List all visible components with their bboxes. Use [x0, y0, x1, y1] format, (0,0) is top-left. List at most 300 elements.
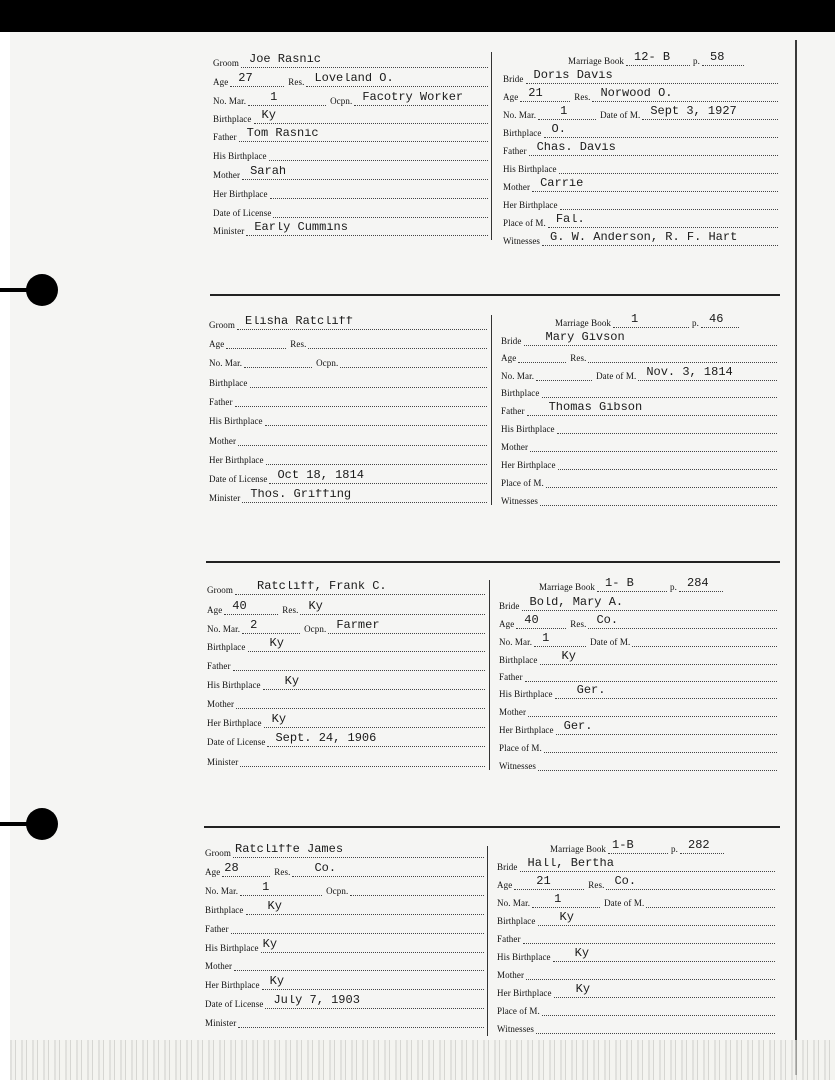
bride-witnesses-row — [503, 230, 778, 246]
groom-name-row — [209, 314, 487, 330]
groom-his-birthplace — [269, 147, 488, 161]
date-of-license-label: Date of License — [207, 737, 266, 747]
date-of-license-label: Date of License — [205, 999, 264, 1009]
marriage-book-number: 12- B — [626, 52, 690, 66]
bride-witnesses — [540, 492, 777, 506]
binder-hole-upper — [26, 274, 58, 306]
mother-label: Mother — [205, 961, 233, 971]
his-birthplace-label: His Birthplace — [499, 689, 553, 699]
groom-birthplace: Ky — [246, 901, 485, 915]
bride-mother-row — [503, 176, 778, 192]
no-mar-label: No. Mar. — [205, 886, 239, 896]
bride-no-mar: 1 — [534, 633, 586, 647]
bride-name-row — [503, 68, 778, 84]
groom-license-row — [213, 202, 488, 218]
bride-witnesses — [538, 757, 777, 771]
birthplace-label: Birthplace — [213, 114, 252, 124]
groom-her-birthplace: Ky — [264, 714, 485, 728]
age-label: Age — [503, 92, 519, 102]
groom-license-row — [205, 993, 484, 1009]
marriage-book-label: Marriage Book — [550, 844, 607, 854]
bride-her-birthplace: Ger. — [556, 721, 777, 735]
no-mar-label: No. Mar. — [499, 637, 533, 647]
groom-name: Joe Rasnic — [241, 54, 488, 68]
bride-mother-row — [501, 436, 777, 452]
age-label: Age — [499, 619, 515, 629]
groom-res: Co. — [292, 863, 484, 877]
bride-mother — [526, 966, 775, 980]
no-mar-label: No. Mar. — [213, 96, 247, 106]
bride-father-row — [503, 140, 778, 156]
father-label: Father — [209, 397, 233, 407]
marriage-book-label: Marriage Book — [539, 582, 596, 592]
groom-her-birthplace: Ky — [262, 976, 484, 990]
birthplace-label: Birthplace — [501, 388, 540, 398]
her-birthplace-label: Her Birthplace — [499, 725, 554, 735]
her-birthplace-label: Her Birthplace — [497, 988, 552, 998]
birthplace-label: Birthplace — [205, 905, 244, 915]
bride-mother-row — [499, 701, 777, 717]
bride-nomar-row — [499, 631, 777, 647]
bride-name: Bold, Mary A. — [522, 597, 778, 611]
bride-birthplace: Ky — [538, 912, 776, 926]
groom-minister-row — [207, 751, 485, 767]
groom-birthplace: Ky — [254, 110, 489, 124]
date-of-m-label: Date of M. — [600, 110, 641, 120]
bride-name: Mary Givson — [524, 332, 778, 346]
groom-birthplace: Ky — [248, 638, 486, 652]
bride-his-birthplace-row — [501, 418, 777, 434]
bride-res — [588, 349, 777, 363]
no-mar-label: No. Mar. — [207, 624, 241, 634]
bride-name-row — [499, 595, 777, 611]
groom-no-mar: 1 — [240, 882, 322, 896]
date-of-m-label: Date of M. — [590, 637, 631, 647]
bride-witnesses — [536, 1020, 775, 1034]
bride-her-birthplace-row — [503, 194, 778, 210]
minister-label: Minister — [213, 226, 245, 236]
minister-label: Minister — [207, 757, 239, 767]
groom-mother: Sarah — [242, 166, 488, 180]
bride-father-row — [499, 666, 777, 682]
bride-date-of-m — [632, 633, 777, 647]
groom-father — [235, 393, 487, 407]
bride-place-of-m — [542, 1002, 775, 1016]
age-label: Age — [209, 339, 225, 349]
ocpn-label: Ocpn. — [330, 96, 353, 106]
mother-label: Mother — [213, 170, 241, 180]
groom-nomar-row — [207, 618, 485, 634]
bride-age — [518, 349, 566, 363]
bride-place-of-m — [546, 474, 777, 488]
no-mar-label: No. Mar. — [503, 110, 537, 120]
record-divider — [487, 846, 488, 1036]
bride-his-birthplace-row — [499, 683, 777, 699]
father-label: Father — [205, 924, 229, 934]
groom-minister: Early Cummins — [246, 222, 488, 236]
groom-birthplace — [250, 374, 488, 388]
no-mar-label: No. Mar. — [497, 898, 531, 908]
bride-date-of-m — [646, 894, 775, 908]
groom-age-row — [209, 333, 487, 349]
groom-mother-row — [213, 164, 488, 180]
groom-license-row — [207, 731, 485, 747]
bride-no-mar: 1 — [538, 106, 596, 120]
mother-label: Mother — [209, 436, 237, 446]
bride-place-row — [499, 737, 777, 753]
bride-father-row — [497, 928, 775, 944]
bride-label: Bride — [497, 862, 518, 872]
father-label: Father — [213, 132, 237, 142]
witnesses-label: Witnesses — [497, 1024, 535, 1034]
bride-father: Chas. Davis — [529, 142, 778, 156]
groom-his-birthplace: Ky — [261, 939, 484, 953]
witnesses-label: Witnesses — [501, 496, 539, 506]
his-birthplace-label: His Birthplace — [497, 952, 551, 962]
groom-license-row — [209, 468, 487, 484]
groom-label: Groom — [205, 848, 231, 858]
res-label: Res. — [288, 77, 305, 87]
mother-label: Mother — [207, 699, 235, 709]
witnesses-label: Witnesses — [503, 236, 541, 246]
date-of-license-label: Date of License — [213, 208, 272, 218]
marriage-book-page: 46 — [701, 314, 739, 328]
groom-father-row — [207, 655, 485, 671]
bride-his-birthplace: Ky — [553, 948, 775, 962]
her-birthplace-label: Her Birthplace — [207, 718, 262, 728]
groom-father-row — [205, 918, 484, 934]
right-margin-rule — [795, 40, 797, 1075]
bride-place-of-m — [544, 739, 777, 753]
bride-nomar-row — [501, 365, 777, 381]
marriage-book-label: Marriage Book — [568, 56, 625, 66]
mother-label: Mother — [499, 707, 527, 717]
bride-witnesses-row — [501, 490, 777, 506]
record-divider — [489, 580, 490, 770]
bride-her-birthplace — [558, 456, 777, 470]
bride-birthplace-row — [497, 910, 775, 926]
groom-mother-row — [209, 430, 487, 446]
bride-age: 21 — [514, 876, 584, 890]
groom-label: Groom — [209, 320, 235, 330]
binder-hole-lower — [26, 808, 58, 840]
groom-her-birthplace-row — [205, 974, 484, 990]
groom-his-birthplace-row — [207, 674, 485, 690]
father-label: Father — [497, 934, 521, 944]
groom-her-birthplace-row — [207, 712, 485, 728]
groom-age: 40 — [224, 601, 278, 615]
marriage-book-number: 1- B — [597, 578, 667, 592]
groom-ocpn — [350, 882, 484, 896]
ocpn-label: Ocpn. — [304, 624, 327, 634]
birthplace-label: Birthplace — [499, 655, 538, 665]
groom-father — [231, 920, 484, 934]
his-birthplace-label: His Birthplace — [205, 943, 259, 953]
page-label: p. — [693, 56, 700, 66]
groom-his-birthplace-row — [205, 937, 484, 953]
groom-res: Ky — [300, 601, 485, 615]
res-label: Res. — [274, 867, 291, 877]
bride-no-mar: 1 — [532, 894, 600, 908]
res-label: Res. — [588, 880, 605, 890]
bride-his-birthplace-row — [497, 946, 775, 962]
groom-her-birthplace — [270, 185, 488, 199]
bride-his-birthplace-row — [503, 158, 778, 174]
groom-birthplace-row — [207, 636, 485, 652]
groom-date-of-license: Sept. 24, 1906 — [267, 733, 485, 747]
scan-left-margin — [0, 32, 10, 1080]
groom-mother-row — [207, 693, 485, 709]
groom-his-birthplace: Ky — [263, 676, 485, 690]
date-of-m-label: Date of M. — [604, 898, 645, 908]
groom-no-mar: 1 — [248, 92, 326, 106]
bride-date-of-m: Nov. 3, 1814 — [638, 367, 777, 381]
groom-res: Loveland O. — [306, 73, 488, 87]
groom-minister-row — [213, 220, 488, 236]
bride-res: Co. — [588, 615, 777, 629]
groom-her-birthplace-row — [213, 183, 488, 199]
no-mar-label: No. Mar. — [209, 358, 243, 368]
father-label: Father — [499, 672, 523, 682]
bride-label: Bride — [501, 336, 522, 346]
her-birthplace-label: Her Birthplace — [205, 980, 260, 990]
groom-mother — [234, 957, 484, 971]
bride-her-birthplace: Ky — [554, 984, 775, 998]
date-of-license-label: Date of License — [209, 474, 268, 484]
groom-father — [233, 657, 485, 671]
groom-name: Ratcliffe James — [233, 844, 484, 858]
groom-label: Groom — [207, 585, 233, 595]
groom-minister — [238, 1014, 484, 1028]
groom-mother — [238, 432, 487, 446]
bride-birthplace — [542, 384, 778, 398]
marriage-book-page: 58 — [702, 52, 744, 66]
bride-res: Co. — [606, 876, 775, 890]
bride-nomar-row — [503, 104, 778, 120]
father-label: Father — [503, 146, 527, 156]
no-mar-label: No. Mar. — [501, 371, 535, 381]
bride-mother — [530, 438, 777, 452]
bride-label: Bride — [503, 74, 524, 84]
groom-ocpn: Farmer — [328, 620, 485, 634]
page-label: p. — [692, 318, 699, 328]
res-label: Res. — [574, 92, 591, 102]
bride-witnesses: G. W. Anderson, R. F. Hart — [542, 232, 778, 246]
groom-date-of-license: Oct 18, 1814 — [269, 470, 487, 484]
his-birthplace-label: His Birthplace — [503, 164, 557, 174]
age-label: Age — [205, 867, 221, 877]
groom-age: 28 — [222, 863, 270, 877]
bride-birthplace-row — [501, 382, 777, 398]
bride-birthplace-row — [499, 649, 777, 665]
groom-ocpn — [340, 354, 487, 368]
bride-age: 40 — [516, 615, 566, 629]
bride-her-birthplace-row — [501, 454, 777, 470]
bride-age-row — [501, 347, 777, 363]
bride-res: Norwood O. — [592, 88, 778, 102]
groom-date-of-license — [273, 204, 488, 218]
mother-label: Mother — [503, 182, 531, 192]
bride-name-row — [497, 856, 775, 872]
her-birthplace-label: Her Birthplace — [503, 200, 558, 210]
groom-age — [226, 335, 286, 349]
res-label: Res. — [282, 605, 299, 615]
bride-her-birthplace-row — [499, 719, 777, 735]
bride-name-row — [501, 330, 777, 346]
groom-his-birthplace-row — [209, 410, 487, 426]
age-label: Age — [501, 353, 517, 363]
bride-her-birthplace-row — [497, 982, 775, 998]
bride-witnesses-row — [499, 755, 777, 771]
bride-age-row — [497, 874, 775, 890]
minister-label: Minister — [205, 1018, 237, 1028]
bride-place-row — [501, 472, 777, 488]
bride-mother — [528, 703, 777, 717]
bride-no-mar — [536, 367, 592, 381]
bride-age-row — [503, 86, 778, 102]
bride-mother: Carrie — [532, 178, 778, 192]
bride-her-birthplace — [560, 196, 778, 210]
groom-nomar-row — [209, 352, 487, 368]
marriage-book-ref — [555, 312, 739, 328]
res-label: Res. — [570, 353, 587, 363]
groom-name-row — [207, 579, 485, 595]
scan-bottom-noise — [10, 1040, 835, 1080]
bride-mother-row — [497, 964, 775, 980]
groom-father-row — [213, 126, 488, 142]
bride-age: 21 — [520, 88, 570, 102]
groom-minister — [240, 753, 485, 767]
marriage-book-ref — [539, 576, 723, 592]
groom-father-row — [209, 391, 487, 407]
his-birthplace-label: His Birthplace — [213, 151, 267, 161]
place-of-m-label: Place of M. — [503, 218, 546, 228]
groom-date-of-license: July 7, 1903 — [265, 995, 484, 1009]
bride-date-of-m: Sept 3, 1927 — [642, 106, 778, 120]
bride-place-of-m: Fal. — [548, 214, 778, 228]
bride-father-row — [501, 400, 777, 416]
mother-label: Mother — [497, 970, 525, 980]
birthplace-label: Birthplace — [497, 916, 536, 926]
groom-nomar-row — [205, 880, 484, 896]
bride-father: Thomas Gibson — [527, 402, 777, 416]
record-divider — [491, 52, 492, 240]
groom-nomar-row — [213, 90, 488, 106]
groom-her-birthplace — [266, 451, 487, 465]
groom-mother-row — [205, 955, 484, 971]
bride-witnesses-row — [497, 1018, 775, 1034]
father-label: Father — [501, 406, 525, 416]
groom-minister: Thos. Griffing — [242, 489, 487, 503]
his-birthplace-label: His Birthplace — [209, 416, 263, 426]
witnesses-label: Witnesses — [499, 761, 537, 771]
marriage-book-number: 1 — [613, 314, 689, 328]
record-divider — [491, 315, 492, 505]
groom-birthplace-row — [213, 108, 488, 124]
scan-top-border — [0, 0, 835, 32]
groom-no-mar — [244, 354, 312, 368]
marriage-book-page: 282 — [680, 840, 724, 854]
groom-his-birthplace — [265, 412, 487, 426]
groom-name-row — [205, 842, 484, 858]
record-separator-1 — [210, 294, 780, 296]
father-label: Father — [207, 661, 231, 671]
groom-age: 27 — [230, 73, 284, 87]
bride-his-birthplace — [557, 420, 777, 434]
groom-his-birthplace-row — [213, 145, 488, 161]
bride-age-row — [499, 613, 777, 629]
bride-his-birthplace: Ger. — [555, 685, 777, 699]
groom-name-row — [213, 52, 488, 68]
place-of-m-label: Place of M. — [501, 478, 544, 488]
mother-label: Mother — [501, 442, 529, 452]
her-birthplace-label: Her Birthplace — [501, 460, 556, 470]
groom-birthplace-row — [209, 372, 487, 388]
age-label: Age — [207, 605, 223, 615]
bride-his-birthplace — [559, 160, 778, 174]
bride-birthplace-row — [503, 122, 778, 138]
groom-mother — [236, 695, 485, 709]
groom-minister-row — [205, 1012, 484, 1028]
marriage-book-label: Marriage Book — [555, 318, 612, 328]
bride-father — [523, 930, 775, 944]
groom-no-mar: 2 — [242, 620, 300, 634]
groom-birthplace-row — [205, 899, 484, 915]
bride-father — [525, 668, 777, 682]
bride-place-row — [497, 1000, 775, 1016]
her-birthplace-label: Her Birthplace — [209, 455, 264, 465]
groom-father: Tom Rasnic — [239, 128, 488, 142]
bride-label: Bride — [499, 601, 520, 611]
marriage-book-ref — [568, 50, 744, 66]
birthplace-label: Birthplace — [207, 642, 246, 652]
groom-minister-row — [209, 487, 487, 503]
her-birthplace-label: Her Birthplace — [213, 189, 268, 199]
his-birthplace-label: His Birthplace — [501, 424, 555, 434]
marriage-book-ref — [550, 838, 724, 854]
groom-name: Ratcliff, Frank C. — [235, 581, 485, 595]
bride-name: Doris Davis — [526, 70, 779, 84]
groom-ocpn: Facotry Worker — [354, 92, 488, 106]
ocpn-label: Ocpn. — [316, 358, 339, 368]
birthplace-label: Birthplace — [503, 128, 542, 138]
marriage-book-number: 1-B — [608, 840, 668, 854]
age-label: Age — [213, 77, 229, 87]
groom-her-birthplace-row — [209, 449, 487, 465]
bride-nomar-row — [497, 892, 775, 908]
place-of-m-label: Place of M. — [499, 743, 542, 753]
groom-age-row — [213, 71, 488, 87]
bride-birthplace: O. — [544, 124, 779, 138]
ocpn-label: Ocpn. — [326, 886, 349, 896]
place-of-m-label: Place of M. — [497, 1006, 540, 1016]
bride-birthplace: Ky — [540, 651, 778, 665]
minister-label: Minister — [209, 493, 241, 503]
page-label: p. — [671, 844, 678, 854]
groom-res — [308, 335, 487, 349]
marriage-book-page: 284 — [679, 578, 723, 592]
age-label: Age — [497, 880, 513, 890]
his-birthplace-label: His Birthplace — [207, 680, 261, 690]
record-separator-3 — [204, 826, 780, 828]
date-of-m-label: Date of M. — [596, 371, 637, 381]
res-label: Res. — [570, 619, 587, 629]
bride-place-row — [503, 212, 778, 228]
bride-name: Hall, Bertha — [520, 858, 776, 872]
groom-label: Groom — [213, 58, 239, 68]
birthplace-label: Birthplace — [209, 378, 248, 388]
res-label: Res. — [290, 339, 307, 349]
